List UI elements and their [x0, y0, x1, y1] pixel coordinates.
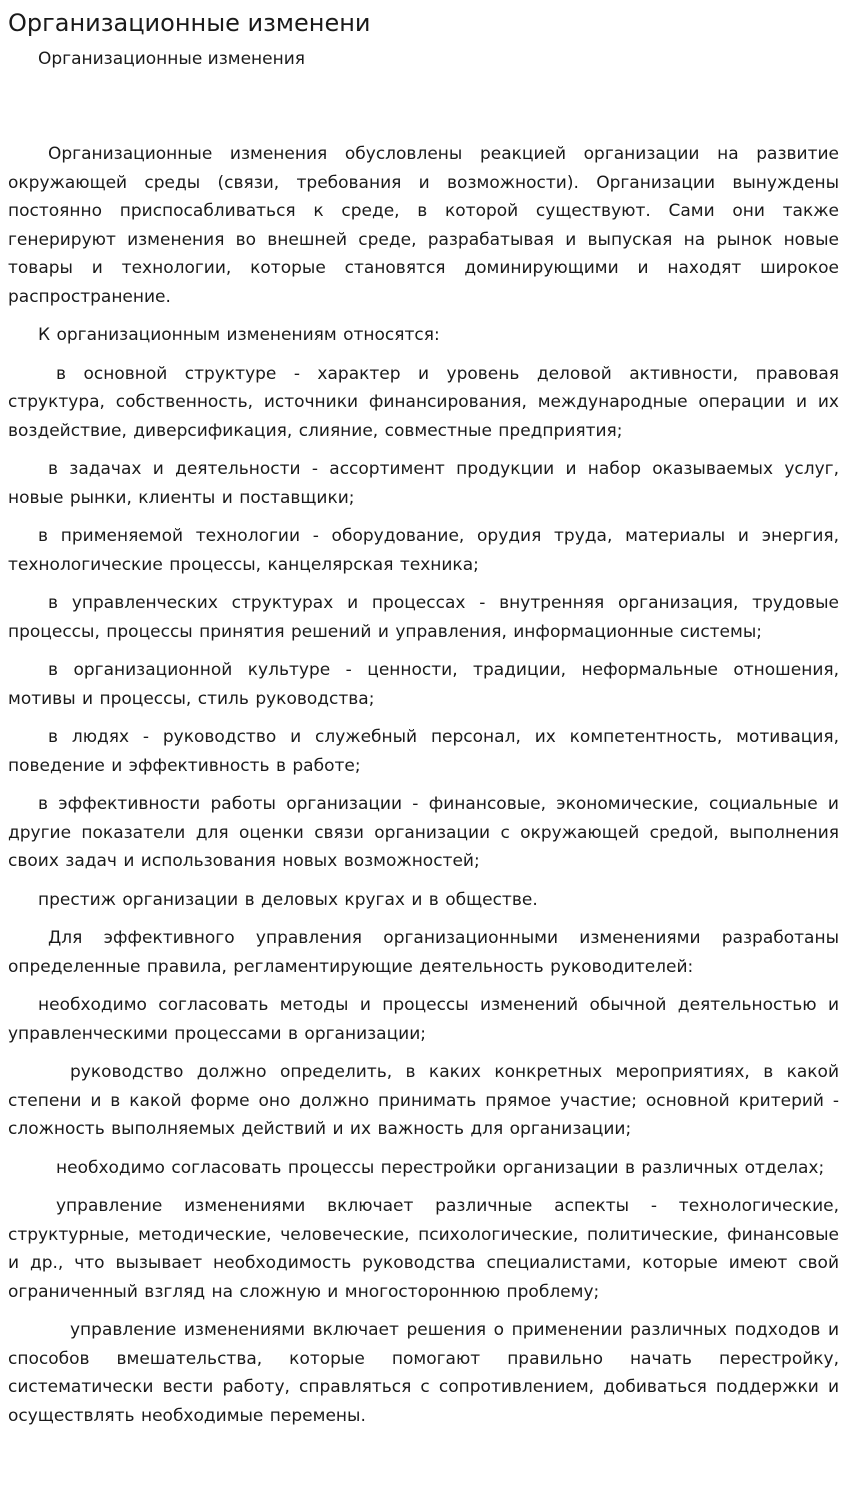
paragraph-item: в организационной культуре - ценности, традиции, неформальные отношения, мотивы и процессы, стиль руководства;: [8, 660, 839, 709]
paragraph-item: в управленческих структурах и процессах - внутренняя организация, трудовые процессы, процессы принятия решений и управления, информационные системы;: [8, 593, 839, 642]
page-subtitle: Организационные изменения: [38, 49, 306, 69]
paragraph-rule: руководство должно определить, в каких конкретных мероприятиях, в какой степени и в какой форме оно должно принимать прямое участие; основной критерий - сложность выполняемых действий и их важность для организации;: [8, 1062, 839, 1139]
paragraph-item: в применяемой технологии - оборудование, орудия труда, материалы и энергия, технологические процессы, канцелярская техника;: [8, 526, 839, 575]
paragraph-item: в задачах и деятельности - ассортимент продукции и набор оказываемых услуг, новые рынки, клиенты и поставщики;: [8, 459, 839, 508]
paragraph-rule: управление изменениями включает различные аспекты - технологические, структурные, методические, человеческие, психологические, политические, финансовые и др., что вызывает необходимость руководства специалистами, которые имеют свой ограниченный взгляд на сложную и многостороннюю проблему;: [8, 1196, 839, 1302]
paragraph-rules-intro: Для эффективного управления организационными изменениями разработаны определенные правила, регламентирующие деятельность руководителей:: [8, 928, 839, 977]
document-body: [8, 140, 839, 1430]
paragraph-item: престиж организации в деловых кругах и в обществе.: [38, 889, 538, 910]
paragraph-rule: управление изменениями включает решения о применении различных подходов и способов вмешательства, которые помогают правильно начать перестройку, систематически вести работу, справляться с сопротивлением, добиваться поддержки и осуществлять необходимые перемены.: [8, 1320, 839, 1426]
page-title: Организационные изменени: [8, 9, 371, 37]
paragraph-rule: необходимо согласовать процессы перестройки организации в различных отделах;: [56, 1157, 825, 1178]
paragraph-list-heading: К организационным изменениям относятся:: [38, 325, 440, 345]
paragraph-item: в основной структуре - характер и уровень деловой активности, правовая структура, собственность, источники финансирования, международные операции и их воздействие, диверсификация, слияние, совместные предприятия;: [8, 363, 839, 441]
paragraph-item: в эффективности работы организации - финансовые, экономические, социальные и другие показатели для оценки связи организации с окружающей средой, выполнения своих задач и использования новых возможностей;: [8, 794, 839, 871]
paragraph-intro: Организационные изменения обусловлены реакцией организации на развитие окружающей среды (связи, требования и возможности). Организации вынуждены постоянно приспосабливаться к среде, в которой существуют. Сами они также генерируют изменения во внешней среде, разрабатывая и выпуская на рынок новые товары и технологии, которые становятся доминирующими и находят широкое распространение.: [8, 144, 839, 307]
paragraph-rule: необходимо согласовать методы и процессы изменений обычной деятельностью и управленческими процессами в организации;: [8, 995, 839, 1044]
paragraph-item: в людях - руководство и служебный персонал, их компетентность, мотивация, поведение и эффективность в работе;: [8, 727, 839, 776]
